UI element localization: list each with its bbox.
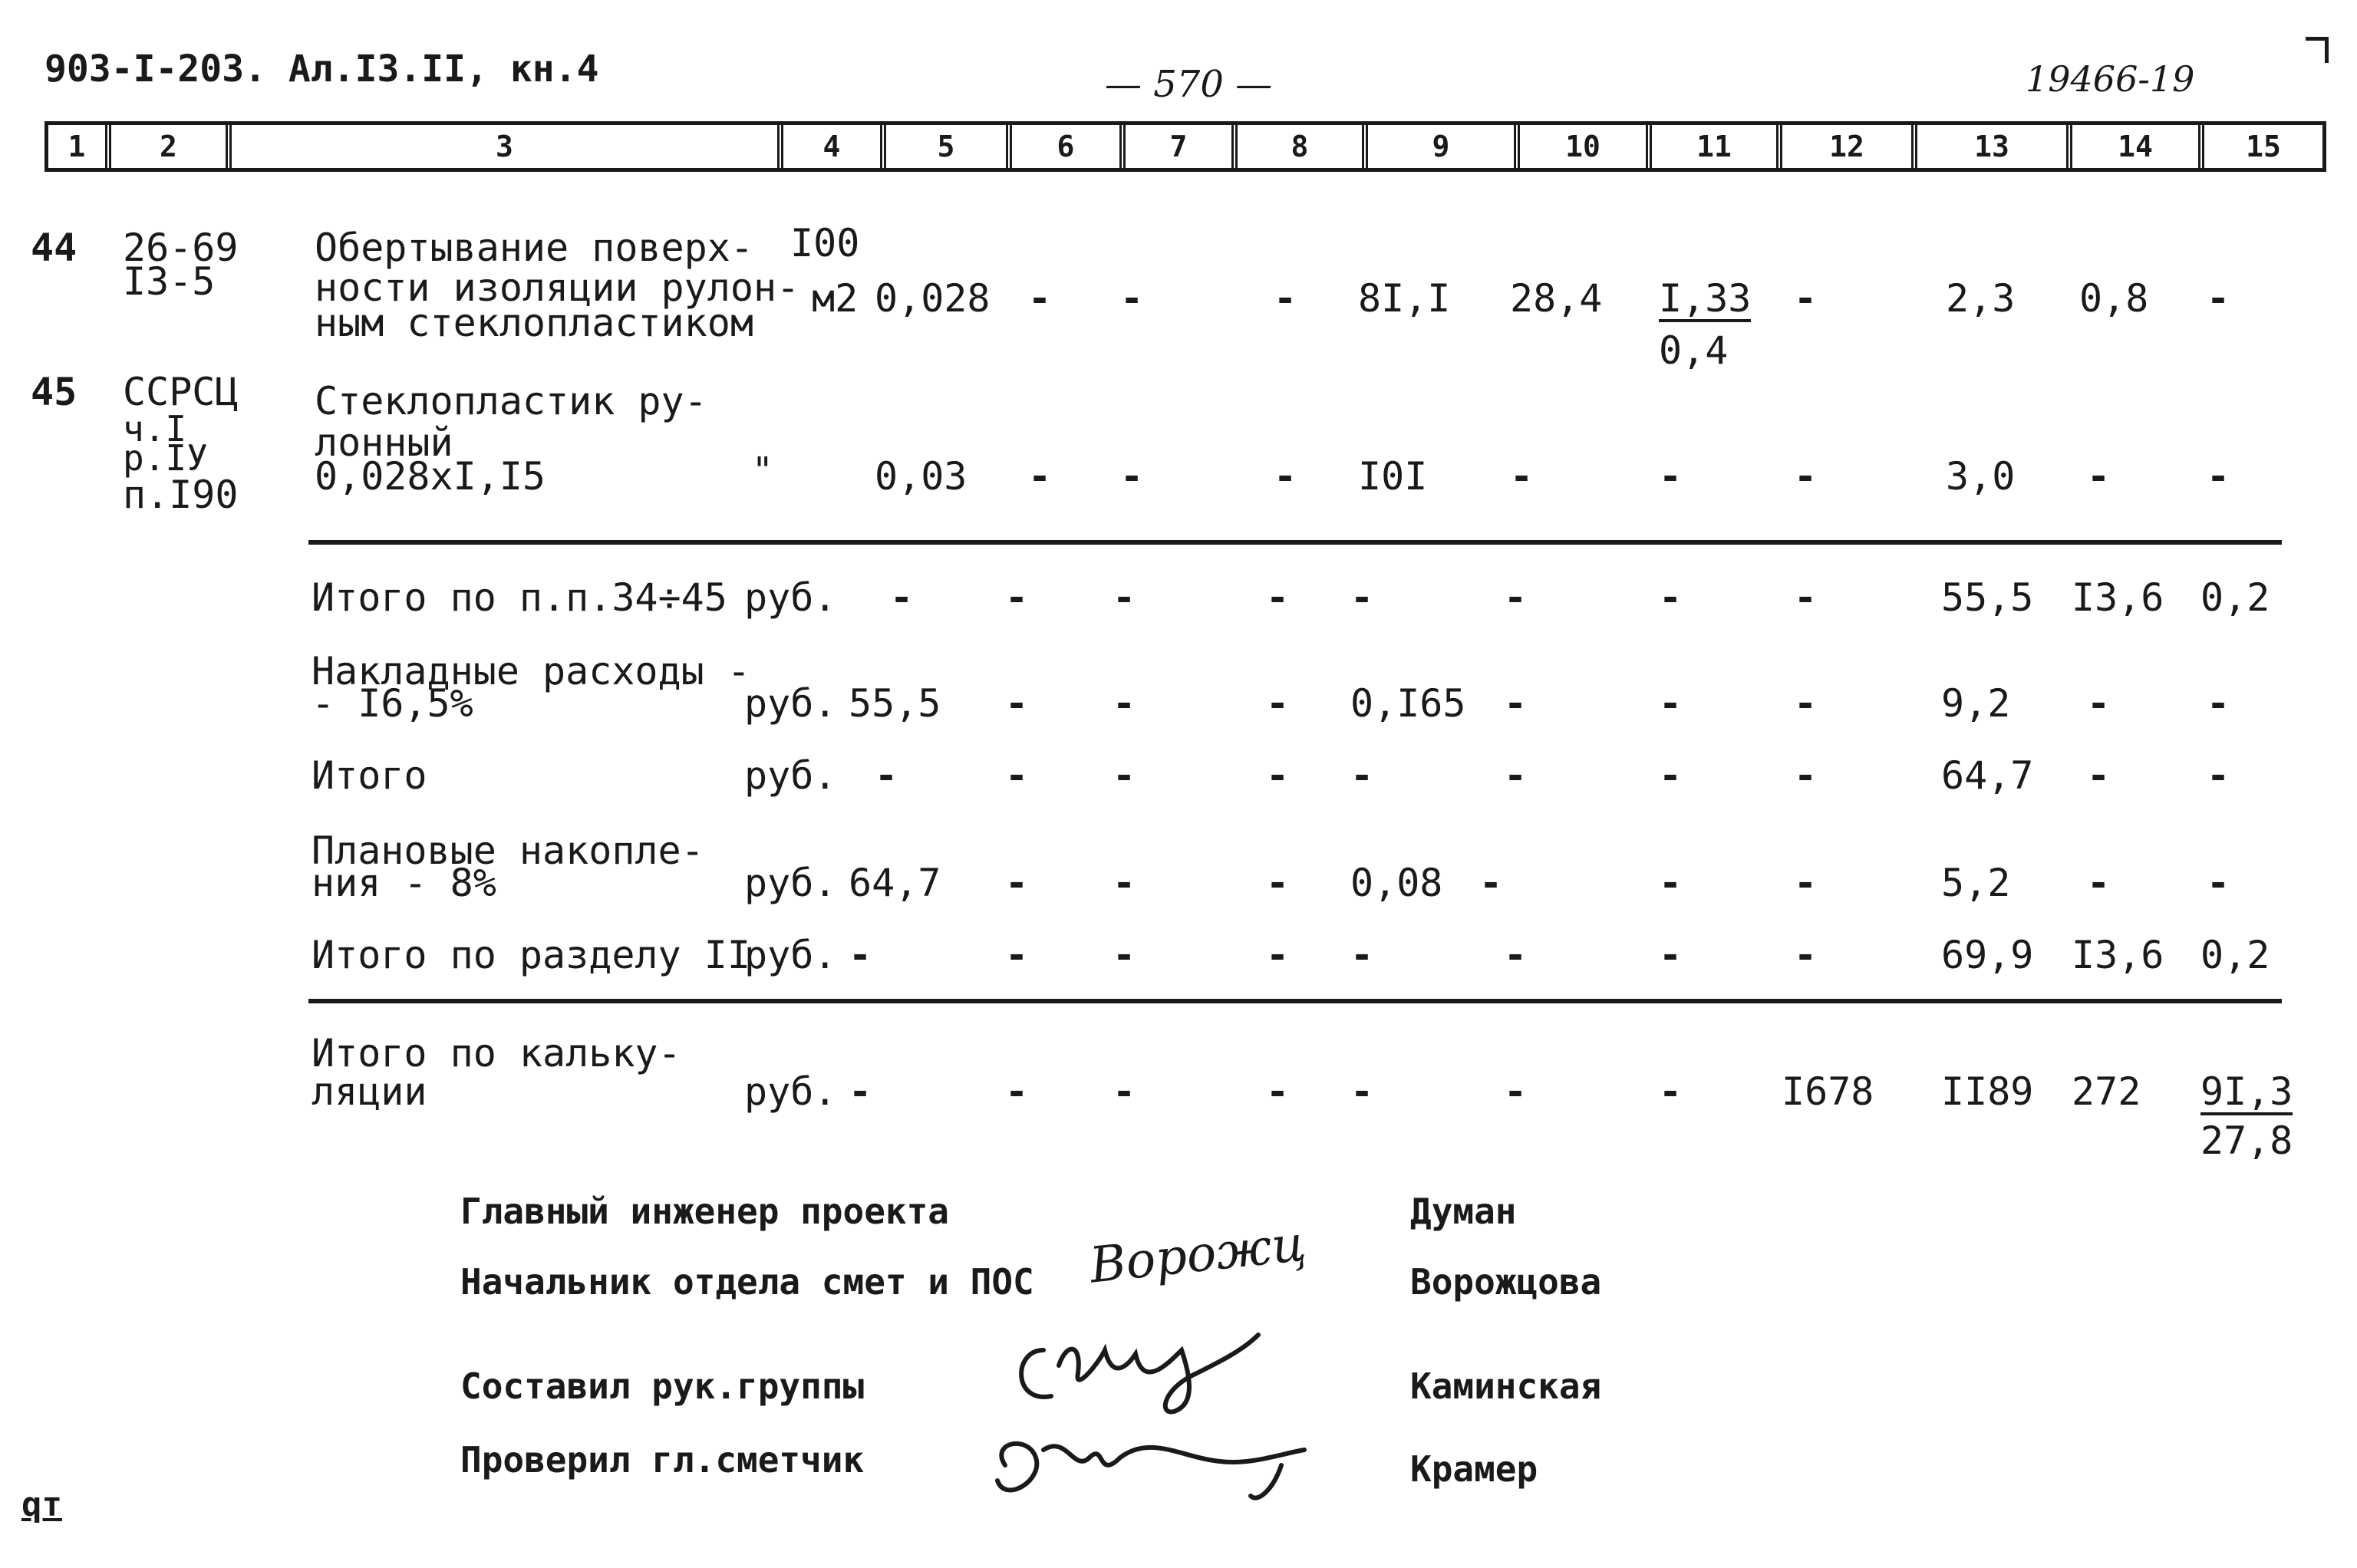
footer-mark: qт [21,1485,62,1524]
cell-col-8: - [1266,1069,1290,1114]
col-num-12: 12 [1782,125,1917,168]
cell-col-8: - [1266,933,1290,977]
cell-col-15: 0,2 [2200,575,2270,620]
cell-col-6: - [1005,861,1029,905]
signatory-role: Начальник отдела смет и ПОС [460,1261,1034,1303]
total-unit: руб. [744,681,837,726]
total-label: Итого [312,753,427,798]
cell-col-11: - [1659,454,1683,499]
cell-col-11: - [1659,1069,1683,1114]
cell-col-12: - [1794,753,1818,798]
handwritten-signature [997,1319,1274,1419]
item-description: ным стеклопластиком [315,301,753,345]
cell-col-11: - [1659,861,1683,905]
cell-col-14: I3,6 [2072,933,2164,977]
cell-col-5: 55,5 [849,681,941,726]
signatory-name: Каминская [1410,1365,1602,1407]
cell-col-7: - [1113,1069,1136,1114]
item-description: ности изоляции рулон- [315,265,800,310]
cell-col-15: - [2207,276,2230,321]
total-unit: руб. [744,575,837,620]
inventory-number: 19466-19 [2026,58,2195,100]
item-description: 0,028хI,I5 [315,454,546,499]
col-num-5: 5 [886,125,1012,168]
total-unit: руб. [744,1069,837,1114]
signatory-role: Проверил гл.сметчик [460,1439,865,1481]
cell-col-9: - [1350,933,1374,977]
cell-col-13: 2,3 [1946,276,2016,321]
cell-col-9: - [1350,1069,1374,1114]
cell-col-15-numerator: 9I,3 [2200,1069,2293,1114]
unit: " [752,450,773,491]
col-num-9: 9 [1368,125,1520,168]
cell-col-7: - [1113,861,1136,905]
cell-col-6: - [1005,1069,1029,1114]
norm-code: ССРСЦ [123,370,239,414]
cell-col-10: - [1504,681,1528,726]
cell-col-10: - [1479,861,1503,905]
cell-col-12: - [1794,454,1818,499]
cell-col-7: - [1113,753,1136,798]
col-num-8: 8 [1238,125,1368,168]
col-num-4: 4 [783,125,886,168]
cell-col-8: - [1274,454,1297,499]
cell-col-12: - [1794,861,1818,905]
cell-col-13: 9,2 [1941,681,2011,726]
cell-col-11: - [1659,681,1683,726]
column-number-bar [45,121,2326,172]
col-num-15: 15 [2246,130,2281,163]
col-num-6: 6 [1012,125,1126,168]
document-code: 903-I-203. Ал.I3.II, кн.4 [45,48,599,91]
cell-col-6: - [1005,575,1029,620]
cell-col-6: - [1005,933,1029,977]
total-unit: руб. [744,933,837,977]
cell-col-6: - [1028,454,1052,499]
cell-col-14: 0,8 [2079,276,2149,321]
cell-col-9: 0,I65 [1350,681,1466,726]
total-label: - I6,5% [312,681,473,726]
cell-col-12: - [1794,933,1818,977]
cell-col-14: 272 [2072,1069,2141,1114]
item-description: Стеклопластик ру- [315,379,707,423]
col-num-3: 3 [232,125,783,168]
signatory-name: Ворожцова [1410,1261,1602,1303]
cell-col-10: 28,4 [1510,276,1603,321]
cell-col-5: 0,028 [875,276,991,321]
cell-col-11-numerator: I,33 [1659,276,1752,321]
cell-col-10: - [1504,1069,1528,1114]
cell-col-14: - [2087,681,2111,726]
cell-col-10: - [1504,753,1528,798]
cell-col-7: - [1113,933,1136,977]
cell-col-13: 3,0 [1946,454,2016,499]
col-num-7: 7 [1126,125,1238,168]
cell-col-6: - [1028,276,1052,321]
col-num-13: 13 [1917,125,2072,168]
cell-col-5: 0,03 [875,454,968,499]
cell-col-9: 8I,I [1358,276,1451,321]
col-num-10: 10 [1520,125,1652,168]
cell-col-8: - [1266,681,1290,726]
total-label: Накладные расходы - [312,649,750,693]
cell-col-12: I678 [1782,1069,1874,1114]
cell-col-8: - [1266,753,1290,798]
grand-total-divider [308,999,2282,1003]
norm-code: I3-5 [123,259,216,304]
total-unit: руб. [744,753,837,798]
col-num-14: 14 [2072,125,2204,168]
norm-code: р.IУ [123,437,208,479]
corner-mark [2306,37,2329,63]
cell-col-7: - [1113,575,1136,620]
cell-col-6: - [1005,681,1029,726]
cell-col-14: I3,6 [2072,575,2164,620]
cell-col-9: 0,08 [1350,861,1443,905]
cell-col-12: - [1794,681,1818,726]
signatory-role: Составил рук.группы [460,1365,865,1407]
total-label: Итого по разделу II [312,933,750,977]
quantity-multiplier: I00 [790,221,860,265]
cell-col-6: - [1005,753,1029,798]
signatory-name: Думан [1410,1191,1517,1232]
col-num-1: 1 [48,125,111,168]
cell-col-5: 64,7 [849,861,941,905]
cell-col-9: I0I [1358,454,1428,499]
handwritten-signature: Ворожц [1086,1215,1309,1295]
grand-total-label: Итого по кальку- [312,1031,681,1076]
item-description: Обертывание поверх- [315,226,753,270]
cell-col-8: - [1266,861,1290,905]
cell-col-7: - [1120,276,1144,321]
cell-col-5: - [890,575,914,620]
total-label: Итого по п.п.34÷45 [312,575,727,620]
col-num-11: 11 [1652,125,1782,168]
cell-col-11: - [1659,933,1683,977]
cell-col-8: - [1266,575,1290,620]
col-num-2: 2 [111,125,232,168]
total-label: Плановые накопле- [312,828,704,873]
page-number: — 570 — [1105,63,1273,106]
cell-col-15-denominator: 27,8 [2200,1118,2293,1163]
row-number: 45 [31,370,77,414]
cell-col-5: - [849,1069,872,1114]
item-description: лонный [315,420,453,465]
row-number: 44 [31,226,77,270]
cell-col-15: - [2207,861,2230,905]
cell-col-12: - [1794,575,1818,620]
cell-col-11: - [1659,753,1683,798]
unit: м2 [812,276,859,321]
cell-col-12: - [1794,276,1818,321]
cell-col-14: - [2087,753,2111,798]
cell-col-15: - [2207,454,2230,499]
cell-col-13: 69,9 [1941,933,2034,977]
cell-col-5: - [875,753,898,798]
cell-col-10: - [1504,933,1528,977]
cell-col-9: - [1350,575,1374,620]
cell-col-5: - [849,933,872,977]
cell-col-14: - [2087,861,2111,905]
norm-code: п.I90 [123,473,239,517]
cell-col-11-denominator: 0,4 [1659,328,1729,373]
cell-col-9: - [1350,753,1374,798]
norm-code: 26-69 [123,226,239,270]
total-unit: руб. [744,861,837,905]
total-label: ния - 8% [312,861,496,905]
cell-col-15: - [2207,753,2230,798]
cell-col-11: - [1659,575,1683,620]
cell-col-10: - [1504,575,1528,620]
cell-col-13: 5,2 [1941,861,2011,905]
cell-col-13: 64,7 [1941,753,2034,798]
cell-col-15: 0,2 [2200,933,2270,977]
cell-col-7: - [1120,454,1144,499]
cell-col-8: - [1274,276,1297,321]
cell-col-13: II89 [1941,1069,2034,1114]
norm-code: ч.I [123,408,187,450]
signatory-name: Крамер [1410,1448,1538,1490]
cell-col-10: - [1510,454,1534,499]
cell-col-14: - [2087,454,2111,499]
cell-col-7: - [1113,681,1136,726]
signatory-role: Главный инженер проекта [460,1191,949,1232]
cell-col-15: - [2207,681,2230,726]
section-divider [308,540,2282,545]
grand-total-label: ляции [312,1069,427,1114]
cell-col-13: 55,5 [1941,575,2034,620]
handwritten-signature [974,1419,1327,1519]
